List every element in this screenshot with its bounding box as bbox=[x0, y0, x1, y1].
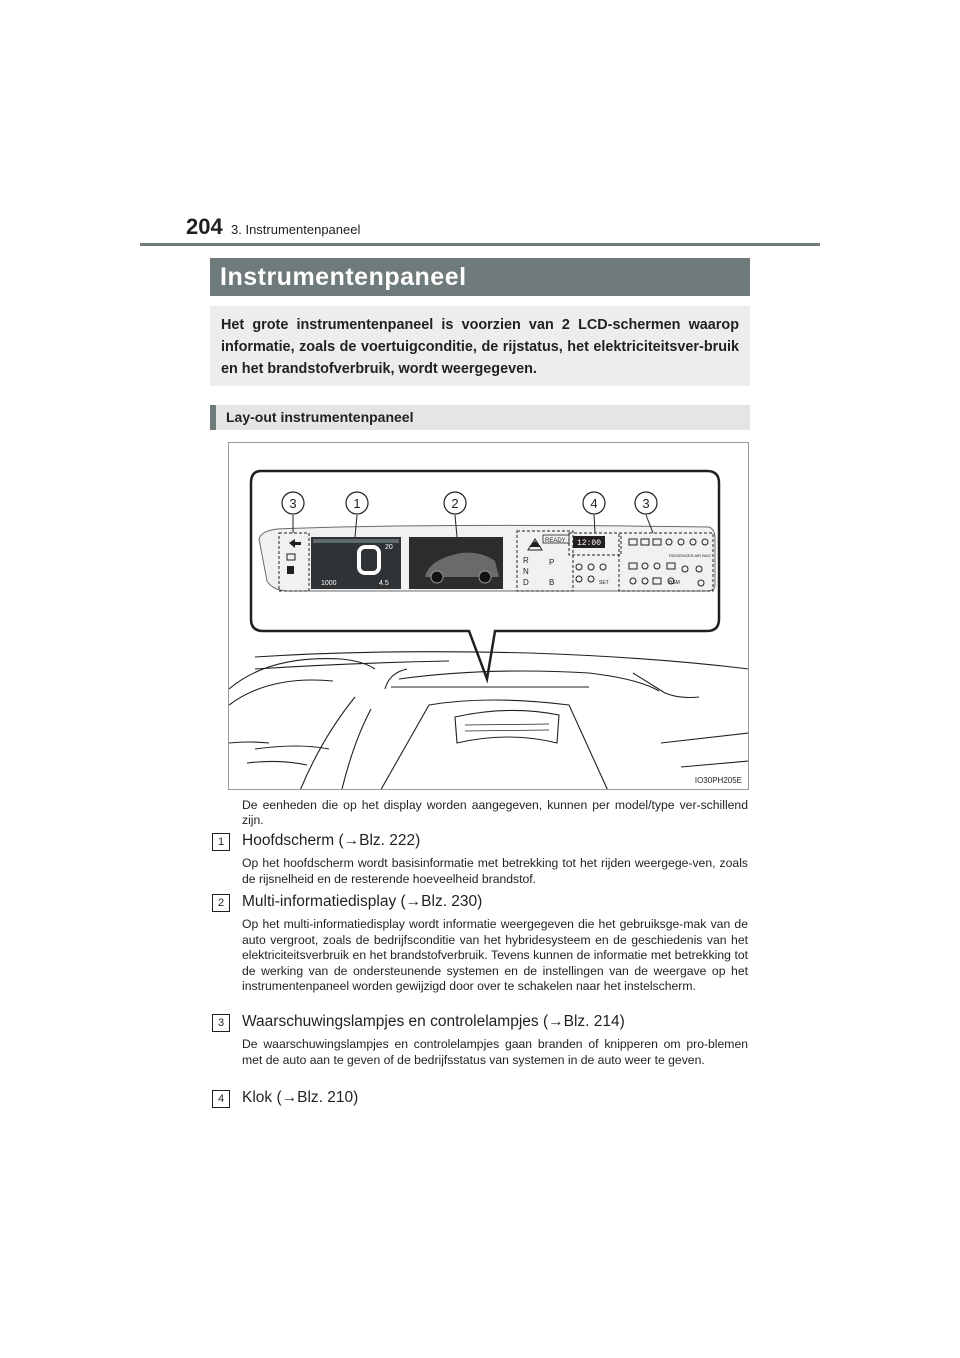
units-note: De eenheden die op het display worden aangegeven, kunnen per model/type ver-schillend zijn. bbox=[242, 798, 748, 827]
item-number: 1 bbox=[212, 833, 230, 851]
item-body: Op het hoofdscherm wordt basisinformatie met betrekking tot het rijden weergege-ven, zoals de rijsnelheid en de resterende hoeveelheid brandstof. bbox=[242, 856, 748, 886]
chapter-title: 3. Instrumentenpaneel bbox=[231, 222, 361, 237]
page-number: 204 bbox=[186, 214, 223, 239]
item-title: Hoofdscherm (→Blz. 222) bbox=[242, 832, 421, 849]
item-number: 4 bbox=[212, 1090, 230, 1108]
page-title: Instrumentenpaneel bbox=[210, 258, 750, 296]
callout-label: 4 bbox=[590, 496, 598, 511]
section-heading: Lay-out instrumentenpaneel bbox=[210, 405, 750, 430]
figure-code: IO30PH205E bbox=[694, 776, 742, 785]
consumption-value: 4.5 bbox=[379, 580, 389, 587]
header-rule bbox=[140, 243, 820, 246]
callout-label: 3 bbox=[289, 496, 297, 511]
gear-indicator: B bbox=[549, 578, 555, 587]
ready-indicator: READY bbox=[545, 538, 566, 544]
callout-label: 3 bbox=[642, 496, 650, 511]
gear-indicator: R bbox=[523, 556, 529, 565]
callout-label: 2 bbox=[451, 496, 459, 511]
temperature-value: 20 bbox=[385, 544, 393, 551]
bsm-indicator: BSM bbox=[669, 580, 680, 586]
item-body: Op het multi-informatiedisplay wordt informatie weergegeven die het gebruiksge-mak van de auto vergroot, zoals de bedrijfsconditie van het hybridesysteem en de geschiedenis van het elektriciteitsverbruik en het brandstofverbruik. Tevens kunnen de informatie met betrekking tot de werking van de ondersteunende systemen en de instellingen van de weergave op het instrumentenpaneel worden gewijzigd door over te schakelen naar het instelscherm. bbox=[242, 917, 748, 993]
item-number: 3 bbox=[212, 1014, 230, 1032]
intro-box: Het grote instrumentenpaneel is voorzien van 2 LCD-schermen waarop informatie, zoals de voertuigconditie, de rijstatus, het elektriciteitsver-bruik en het brandstofverbruik, wordt weergegeven. bbox=[210, 306, 750, 386]
instrument-panel-illustration bbox=[229, 443, 749, 790]
instrument-panel-figure bbox=[228, 442, 749, 790]
callout-label: 1 bbox=[353, 496, 361, 511]
clock-display: 12:00 bbox=[576, 539, 602, 548]
odometer-value: 1000 bbox=[321, 580, 337, 587]
gear-indicator: D bbox=[523, 578, 529, 587]
gear-indicator: P bbox=[549, 558, 555, 567]
item-title: Multi-informatiedisplay (→Blz. 230) bbox=[242, 893, 483, 910]
airbag-indicator: PASSENGER AIR BAG bbox=[669, 553, 711, 558]
item-body: De waarschuwingslampjes en controlelampjes gaan branden of knipperen om pro-blemen met de auto aan te geven of de bedrijfsstatus van systemen in de auto weer te geven. bbox=[242, 1037, 748, 1067]
item-number: 2 bbox=[212, 894, 230, 912]
item-title: Klok (→Blz. 210) bbox=[242, 1089, 359, 1106]
item-title: Waarschuwingslampjes en controlelampjes (→Blz. 214) bbox=[242, 1013, 625, 1030]
gear-indicator: N bbox=[523, 567, 529, 576]
set-indicator: SET bbox=[599, 580, 609, 586]
